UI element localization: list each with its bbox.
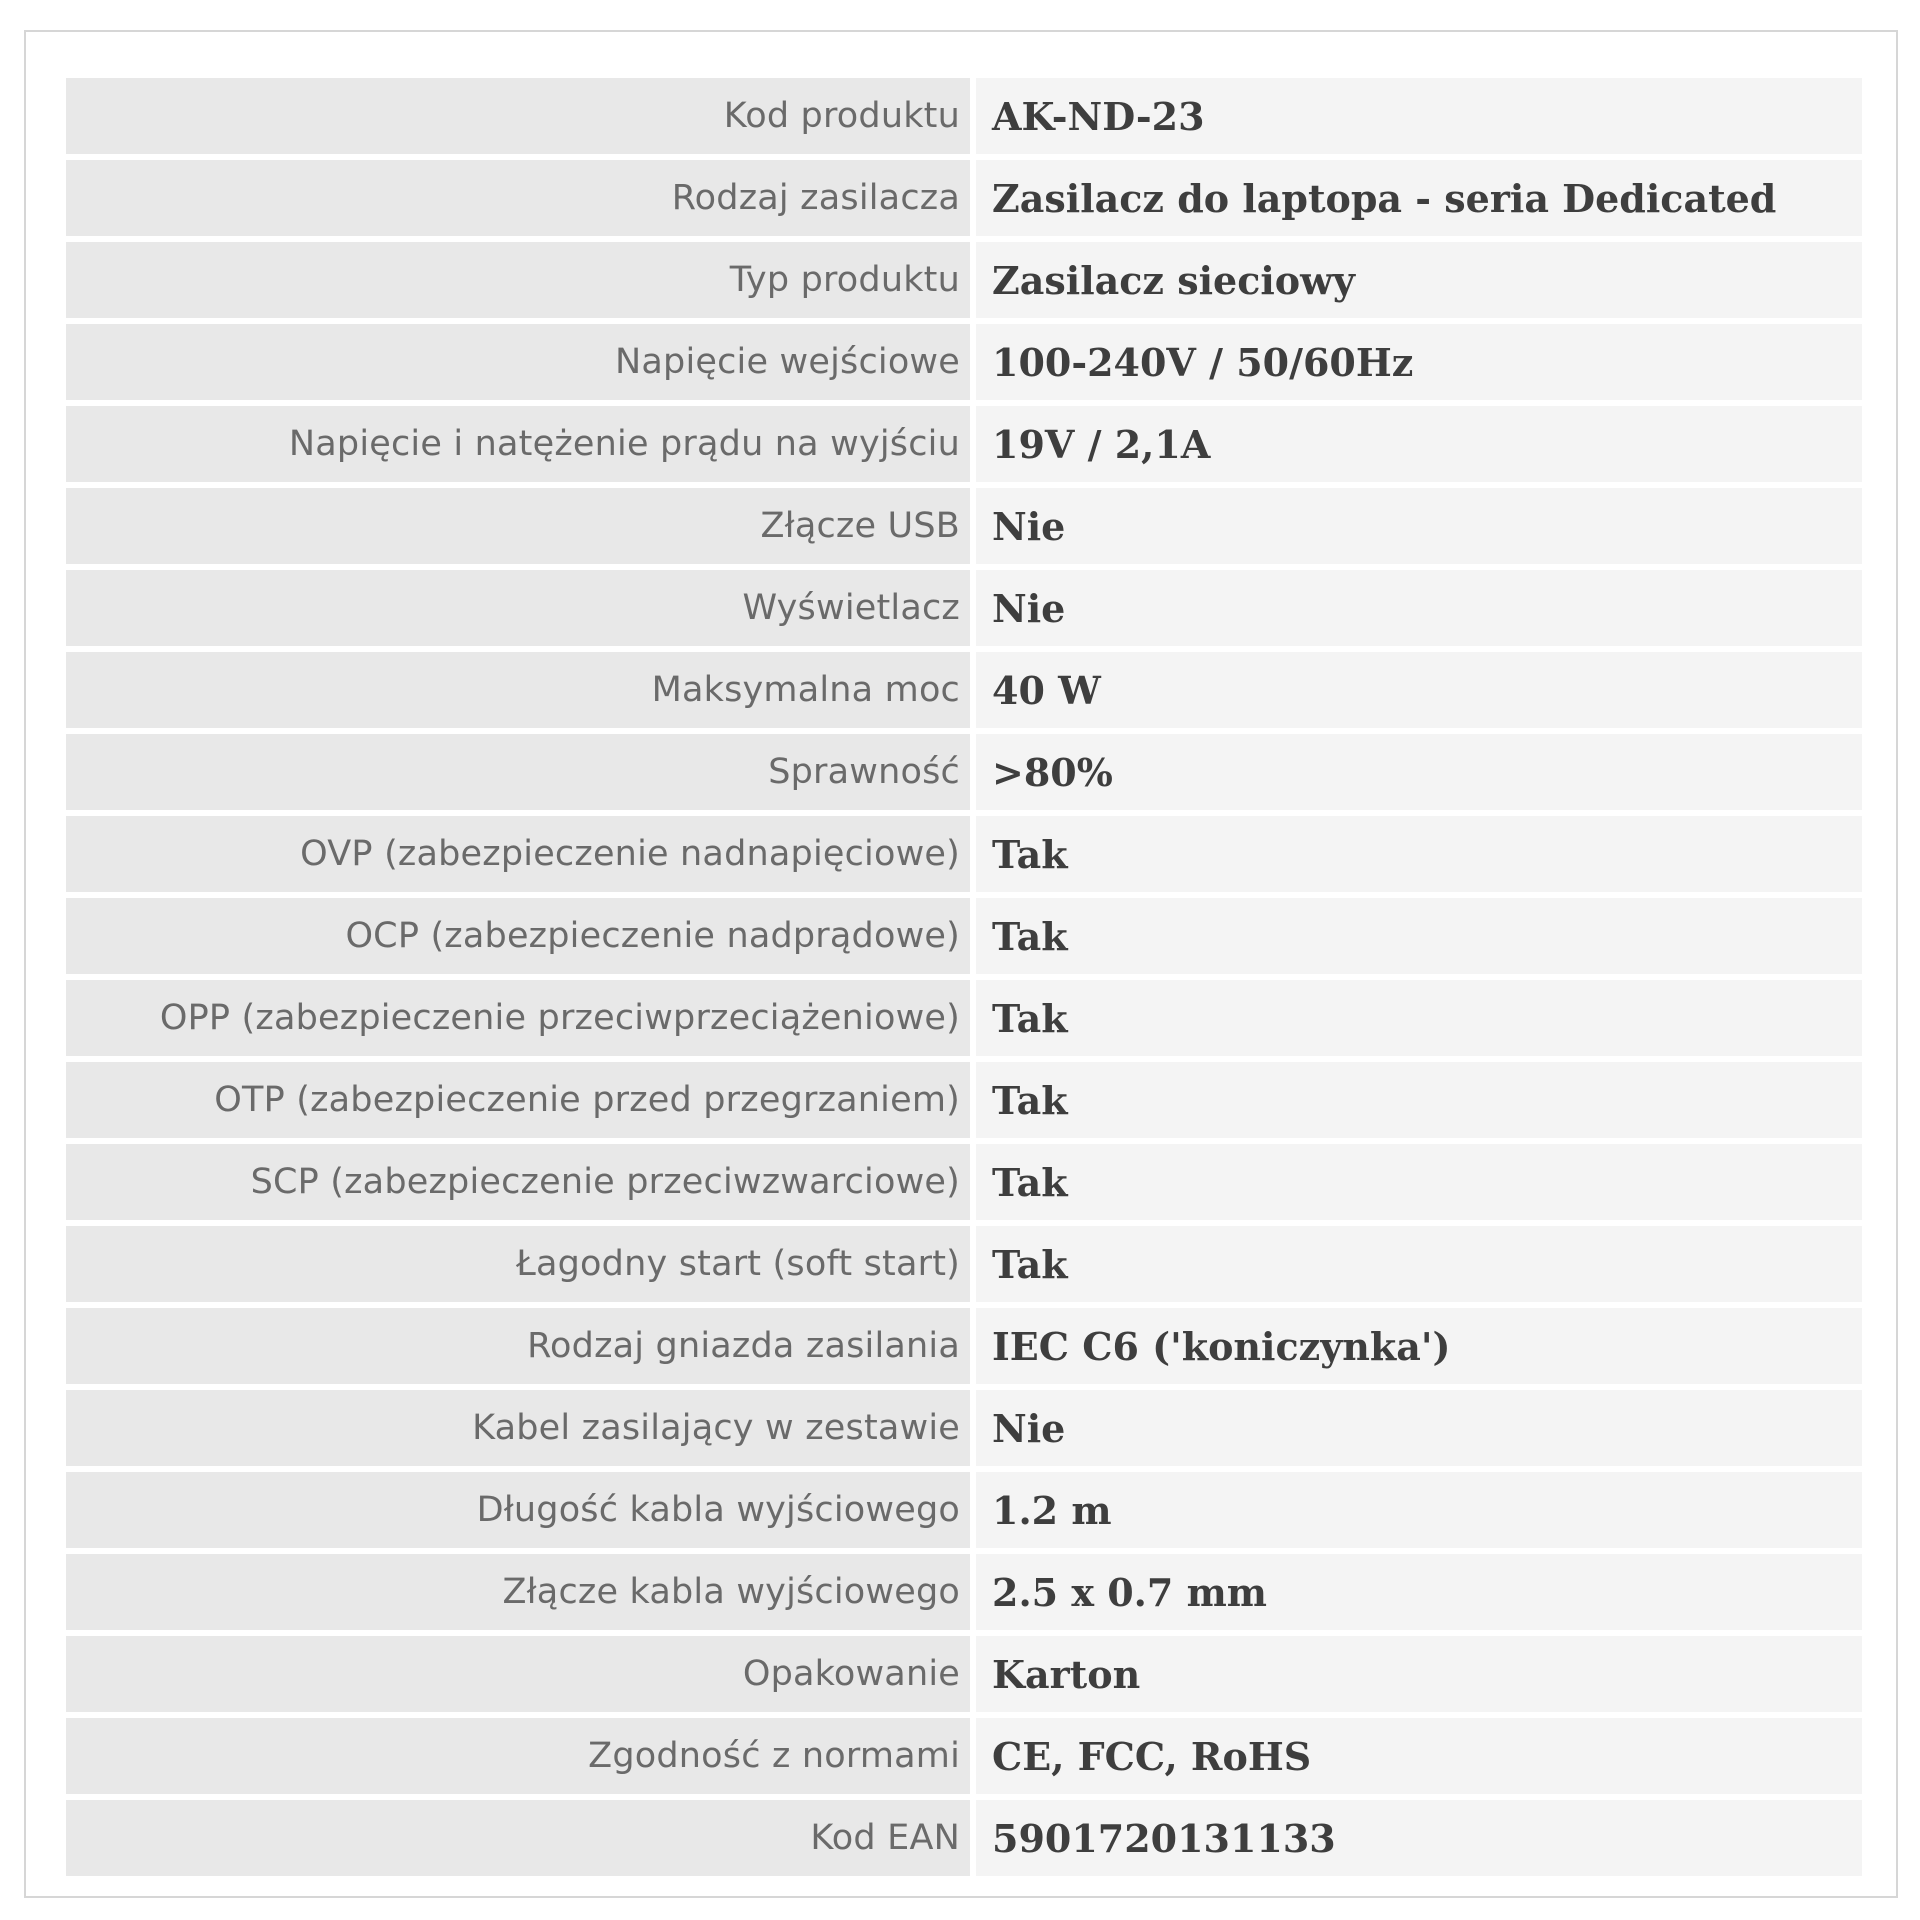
spec-value: Tak <box>970 1226 1862 1302</box>
spec-row <box>66 324 1862 400</box>
spec-label: OVP (zabezpieczenie nadnapięciowe) <box>66 816 970 892</box>
spec-label: SCP (zabezpieczenie przeciwzwarciowe) <box>66 1144 970 1220</box>
spec-row <box>66 980 1862 1056</box>
spec-value: AK-ND-23 <box>970 78 1862 154</box>
spec-row <box>66 1062 1862 1138</box>
spec-value: Tak <box>970 1062 1862 1138</box>
spec-label: Typ produktu <box>66 242 970 318</box>
spec-label: OPP (zabezpieczenie przeciwprzeciążeniowe) <box>66 980 970 1056</box>
spec-value: 19V / 2,1A <box>970 406 1862 482</box>
spec-value: Tak <box>970 898 1862 974</box>
spec-value: 2.5 x 0.7 mm <box>970 1554 1862 1630</box>
spec-label: Kabel zasilający w zestawie <box>66 1390 970 1466</box>
spec-label: Sprawność <box>66 734 970 810</box>
spec-row <box>66 1800 1862 1876</box>
spec-label: Rodzaj zasilacza <box>66 160 970 236</box>
spec-value: Tak <box>970 980 1862 1056</box>
spec-label: Złącze kabla wyjściowego <box>66 1554 970 1630</box>
spec-label: OCP (zabezpieczenie nadprądowe) <box>66 898 970 974</box>
spec-row <box>66 1144 1862 1220</box>
spec-row <box>66 734 1862 810</box>
spec-value: Zasilacz do laptopa - seria Dedicated <box>970 160 1862 236</box>
spec-label: Kod produktu <box>66 78 970 154</box>
spec-label: Wyświetlacz <box>66 570 970 646</box>
spec-row <box>66 1472 1862 1548</box>
spec-value: Nie <box>970 488 1862 564</box>
spec-row <box>66 488 1862 564</box>
spec-row <box>66 160 1862 236</box>
spec-value: IEC C6 ('koniczynka') <box>970 1308 1862 1384</box>
spec-label: Opakowanie <box>66 1636 970 1712</box>
spec-row <box>66 1718 1862 1794</box>
spec-label: Zgodność z normami <box>66 1718 970 1794</box>
spec-row <box>66 1226 1862 1302</box>
spec-value: 5901720131133 <box>970 1800 1862 1876</box>
spec-value: 100-240V / 50/60Hz <box>970 324 1862 400</box>
spec-value: Karton <box>970 1636 1862 1712</box>
spec-label: Maksymalna moc <box>66 652 970 728</box>
spec-row <box>66 242 1862 318</box>
spec-label: Napięcie i natężenie prądu na wyjściu <box>66 406 970 482</box>
spec-row <box>66 1390 1862 1466</box>
spec-value: Tak <box>970 1144 1862 1220</box>
spec-value: Zasilacz sieciowy <box>970 242 1862 318</box>
spec-value: 40 W <box>970 652 1862 728</box>
spec-row <box>66 652 1862 728</box>
spec-row <box>66 1636 1862 1712</box>
spec-row <box>66 1308 1862 1384</box>
spec-row <box>66 78 1862 154</box>
spec-value: 1.2 m <box>970 1472 1862 1548</box>
spec-value: Nie <box>970 1390 1862 1466</box>
spec-label: Złącze USB <box>66 488 970 564</box>
spec-value: >80% <box>970 734 1862 810</box>
specification-table <box>66 72 1862 1882</box>
spec-label: Łagodny start (soft start) <box>66 1226 970 1302</box>
spec-row <box>66 816 1862 892</box>
spec-row <box>66 570 1862 646</box>
spec-row <box>66 406 1862 482</box>
spec-value: Nie <box>970 570 1862 646</box>
spec-label: Rodzaj gniazda zasilania <box>66 1308 970 1384</box>
spec-value: CE, FCC, RoHS <box>970 1718 1862 1794</box>
spec-row <box>66 1554 1862 1630</box>
spec-label: OTP (zabezpieczenie przed przegrzaniem) <box>66 1062 970 1138</box>
specification-table-body <box>66 78 1862 1876</box>
spec-value: Tak <box>970 816 1862 892</box>
spec-row <box>66 898 1862 974</box>
spec-label: Napięcie wejściowe <box>66 324 970 400</box>
spec-label: Kod EAN <box>66 1800 970 1876</box>
spec-label: Długość kabla wyjściowego <box>66 1472 970 1548</box>
